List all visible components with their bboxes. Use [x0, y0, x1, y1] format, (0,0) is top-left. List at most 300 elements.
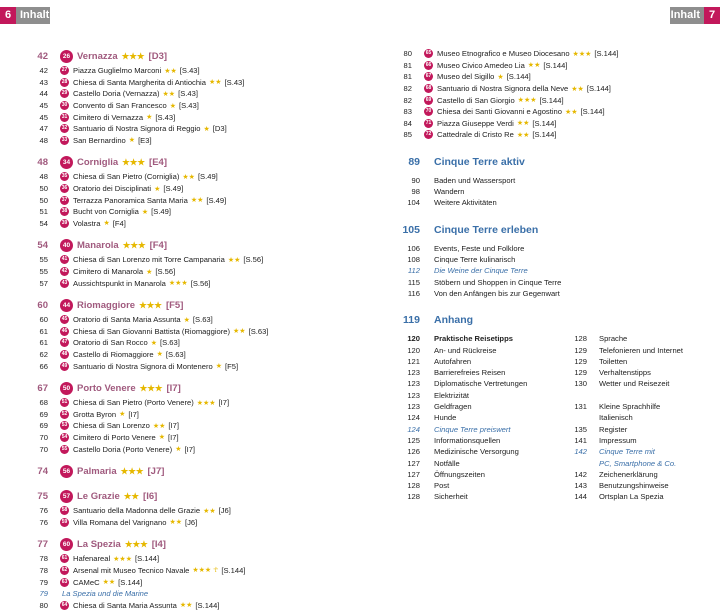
star-rating: ★	[158, 434, 166, 442]
toc-entry[interactable]	[392, 83, 707, 95]
entry-name: Chiesa dei Santi Giovanni e Agostino	[437, 107, 562, 117]
chapters	[392, 153, 707, 299]
map-reference: [J7]	[147, 465, 165, 477]
map-reference: [S.43]	[155, 112, 176, 122]
header-title-right: Inhalt	[670, 9, 700, 21]
toc-entry[interactable]	[392, 424, 567, 435]
toc-entry[interactable]	[567, 469, 707, 480]
toc-entry[interactable]	[567, 378, 707, 389]
entry-name: Italienisch	[599, 413, 633, 423]
entry-name: Von den Anfängen bis zur Gegenwart	[434, 288, 560, 298]
entry-page: 61	[39, 326, 48, 336]
star-rating: ★★	[527, 62, 541, 70]
entry-page: 81	[403, 72, 412, 82]
star-rating: ★★	[203, 507, 216, 515]
star-rating: ★★	[571, 85, 584, 93]
chapter-heading[interactable]	[392, 311, 707, 329]
toc-entry[interactable]	[567, 491, 707, 502]
entry-page: 120	[407, 345, 420, 355]
toc-entry[interactable]	[28, 88, 358, 100]
map-reference: [S.43]	[179, 101, 199, 111]
toc-entry[interactable]	[392, 186, 707, 197]
entry-page: 106	[407, 243, 420, 253]
entry-name: Santuario della Madonna delle Grazie	[73, 506, 201, 516]
entry-name: Piazza Giuseppe Verdi	[437, 118, 514, 128]
toc-entry[interactable]	[28, 266, 358, 278]
toc-entry[interactable]	[28, 505, 358, 517]
entry-page: 128	[407, 481, 420, 491]
entry-page: 123	[407, 368, 420, 378]
entry-page: 123	[407, 390, 420, 400]
sight-number-badge: 54	[61, 433, 68, 440]
entry-name: Zeichenerklärung	[599, 469, 658, 479]
toc-entry[interactable]	[392, 401, 567, 412]
entry-name: Chiesa di San Pietro (Porto Venere)	[73, 398, 194, 408]
sight-number-badge: 28	[61, 78, 68, 85]
entry-page: 116	[407, 288, 420, 298]
toc-entry[interactable]	[567, 480, 707, 491]
toc-entry[interactable]	[28, 397, 358, 409]
map-reference: [I7]	[168, 421, 179, 431]
entry-name: Hafenareal	[73, 554, 111, 564]
entry-page: 45	[39, 101, 48, 111]
map-reference: [F4]	[149, 240, 168, 252]
toc-entry[interactable]	[392, 118, 707, 130]
toc-entry[interactable]	[567, 424, 707, 435]
chapter-page: 89	[408, 155, 420, 168]
sight-number-badge: 39	[61, 219, 68, 226]
map-reference: [E4]	[149, 157, 167, 169]
sight-number-badge: 30	[61, 102, 68, 109]
entry-name: PC, Smartphone & Co.	[599, 458, 677, 468]
map-reference: [I7]	[166, 382, 181, 394]
star-rating: ★	[156, 351, 163, 359]
entry-page: 135	[574, 424, 587, 434]
entry-name: Medizinische Versorgung	[434, 447, 519, 457]
toc-entry[interactable]	[567, 344, 707, 355]
sight-number-badge: 69	[425, 96, 432, 103]
entry-name: Informationsquellen	[434, 435, 501, 445]
section-heading[interactable]	[28, 154, 358, 171]
entry-name: San Bernardino	[73, 135, 126, 145]
entry-page: 82	[403, 95, 412, 105]
entry-name: Öffnungszeiten	[434, 469, 485, 479]
toc-entry[interactable]	[28, 443, 358, 455]
toc-entry[interactable]	[392, 277, 707, 288]
toc-entry[interactable]	[392, 129, 707, 141]
star-rating: ★★★	[120, 465, 144, 476]
entry-name: Cattedrale di Cristo Re	[437, 130, 514, 140]
entry-name: Vernazza	[77, 51, 118, 62]
toc-entry[interactable]	[392, 60, 707, 72]
toc-entry[interactable]	[28, 576, 358, 588]
toc-entry[interactable]	[392, 457, 567, 468]
toc-entry[interactable]	[567, 435, 707, 446]
sight-number-badge: 45	[61, 316, 68, 323]
toc-entry[interactable]	[28, 123, 358, 135]
entry-page: 54	[37, 240, 48, 252]
entry-page: 98	[411, 187, 420, 197]
map-reference: [S.63]	[248, 326, 269, 336]
toc-entry[interactable]	[28, 314, 358, 326]
anhang-column-1	[392, 333, 567, 502]
toc-entry[interactable]	[392, 94, 707, 106]
toc-entry[interactable]	[28, 420, 358, 432]
entry-name: Sprache	[599, 334, 628, 344]
entry-name: Die Weine der Cinque Terre	[434, 266, 528, 276]
star-rating: ★	[119, 411, 126, 419]
anhang-columns	[392, 333, 707, 502]
entry-page: 69	[39, 409, 48, 419]
toc-entry[interactable]	[28, 218, 358, 230]
chapter-title: Cinque Terre aktiv	[434, 155, 525, 168]
entry-name: Toiletten	[599, 356, 628, 366]
entry-page: 129	[574, 356, 587, 366]
entry-name: Post	[434, 481, 450, 491]
toc-entry[interactable]	[392, 435, 567, 446]
entry-name: Wandern	[434, 187, 465, 197]
entry-page: 48	[39, 135, 48, 145]
entry-page: 76	[39, 506, 48, 516]
entry-page: 131	[574, 402, 587, 412]
toc-entry[interactable]	[28, 100, 358, 112]
toc-entry[interactable]	[392, 367, 567, 378]
star-rating: ★★★	[122, 157, 146, 168]
page-number-left: 6	[0, 7, 16, 24]
entry-page: 83	[403, 107, 412, 117]
entry-name: Verhaltenstipps	[599, 368, 651, 378]
toc-entry[interactable]	[567, 446, 707, 457]
toc-entry[interactable]	[28, 553, 358, 565]
entry-name: Castello Doria (Vernazza)	[73, 89, 160, 99]
entry-page: 104	[407, 198, 420, 208]
toc-entry[interactable]	[28, 277, 358, 289]
header-left	[0, 7, 50, 24]
toc-entry[interactable]	[28, 135, 358, 147]
entry-page: 45	[39, 112, 48, 122]
entry-page: 142	[574, 447, 587, 457]
section-heading[interactable]	[28, 237, 358, 254]
sight-number-badge: 36	[61, 185, 68, 192]
star-rating: ★★	[564, 108, 578, 116]
star-rating: ★★	[123, 490, 140, 501]
toc-entry[interactable]	[28, 254, 358, 266]
star-rating: ★★★	[139, 299, 162, 310]
entry-name: Impressum	[599, 435, 637, 445]
star-rating: ★	[497, 73, 504, 81]
entry-page: 128	[574, 334, 587, 344]
entry-name: Notfälle	[434, 458, 460, 468]
sight-number-badge: 56	[60, 465, 73, 478]
toc-entry[interactable]	[28, 360, 358, 372]
sight-number-badge: 57	[60, 490, 73, 503]
entry-name: Oratorio di San Rocco	[73, 338, 148, 348]
toc-entry[interactable]	[28, 183, 358, 195]
map-reference: [S.56]	[190, 278, 211, 288]
entry-page: 75	[37, 490, 48, 502]
chapter-heading[interactable]	[392, 153, 707, 171]
section-heading[interactable]	[28, 297, 358, 314]
toc-entry[interactable]	[567, 401, 707, 412]
map-reference: [D3]	[212, 124, 227, 134]
star-rating: ★	[128, 137, 136, 145]
toc-entry[interactable]	[28, 432, 358, 444]
map-reference: [F4]	[112, 218, 126, 228]
map-reference: [S.56]	[155, 267, 176, 277]
sight-number-badge: 59	[61, 518, 68, 525]
entry-page: 90	[411, 175, 420, 185]
toc-entry[interactable]	[567, 333, 707, 344]
toc-entry[interactable]	[567, 356, 707, 367]
entry-page: 129	[574, 345, 587, 355]
map-reference: [I7]	[184, 444, 196, 454]
toc-entry[interactable]	[567, 390, 707, 401]
map-reference: [S.144]	[594, 49, 619, 59]
toc-entry[interactable]	[567, 412, 707, 423]
toc-entry[interactable]	[28, 194, 358, 206]
toc-entry[interactable]	[392, 356, 567, 367]
entry-page: 82	[403, 84, 412, 94]
chapter-heading[interactable]	[392, 221, 707, 239]
toc-entry[interactable]	[28, 326, 358, 338]
toc-entry[interactable]	[28, 171, 358, 183]
sight-number-badge: 66	[425, 61, 432, 68]
entry-name: Museo del Sigillo	[437, 72, 495, 82]
right-column-toc	[392, 48, 707, 503]
map-reference: [I7]	[168, 432, 179, 442]
star-rating: ★★	[208, 79, 222, 87]
toc-entry[interactable]	[392, 197, 707, 208]
star-rating: ★	[103, 220, 110, 228]
map-reference: [S.43]	[224, 77, 245, 87]
map-reference: [S.144]	[580, 107, 605, 117]
entry-page: 80	[39, 600, 48, 610]
entry-name: Convento di San Francesco	[73, 101, 167, 111]
star-rating: ★	[175, 446, 182, 454]
sight-number-badge: 40	[60, 239, 73, 252]
entry-name: La Spezia und die Marine	[62, 589, 149, 599]
star-rating: ★	[154, 185, 161, 193]
entry-page: 127	[407, 469, 420, 479]
entry-page: 55	[39, 255, 48, 265]
entry-page: 128	[407, 492, 420, 502]
toc-entry[interactable]	[392, 344, 567, 355]
entry-name: Events, Feste und Folklore	[434, 243, 525, 253]
entry-page: 62	[39, 349, 48, 359]
star-rating: ★	[146, 268, 153, 276]
sight-number-badge: 44	[60, 299, 73, 312]
entry-name: CAMeC	[73, 577, 100, 587]
toc-entry[interactable]	[28, 516, 358, 528]
star-rating: ★★	[179, 602, 193, 610]
toc-entry[interactable]	[28, 349, 358, 361]
entry-page: 76	[39, 517, 48, 527]
entry-page: 74	[37, 465, 48, 477]
map-reference: [S.144]	[118, 577, 143, 587]
map-reference: [S.43]	[178, 89, 198, 99]
entry-name: Porto Venere	[77, 382, 136, 394]
toc-entry[interactable]	[392, 333, 567, 344]
map-reference: [S.63]	[160, 338, 180, 348]
toc-entry[interactable]	[392, 378, 567, 389]
map-reference: [S.144]	[539, 95, 564, 105]
star-rating: ★★★	[139, 382, 163, 393]
sight-number-badge: 47	[61, 339, 68, 346]
map-reference: [J6]	[185, 517, 198, 527]
toc-entry[interactable]	[28, 588, 358, 600]
entry-page: 121	[407, 356, 420, 366]
entry-name: Volastra	[73, 218, 101, 228]
toc-entry[interactable]	[392, 491, 567, 502]
chapter-title: Cinque Terre erleben	[434, 223, 539, 236]
map-reference: [S.56]	[243, 255, 264, 265]
sight-number-badge: 41	[61, 256, 68, 263]
chapter-page: 119	[403, 314, 420, 327]
toc-entry[interactable]	[392, 254, 707, 265]
entry-page: 141	[574, 435, 587, 445]
entry-page: 79	[39, 589, 48, 599]
entry-page: 142	[574, 469, 587, 479]
toc-entry[interactable]	[28, 77, 358, 89]
entry-page: 81	[403, 60, 412, 70]
star-rating: ★★	[169, 519, 182, 527]
left-column-toc	[28, 48, 358, 611]
entry-name: Castello Doria (Porto Venere)	[73, 444, 173, 454]
entry-name: Chiesa di Santa Maria Assunta	[73, 600, 177, 610]
entry-name: Baden und Wassersport	[434, 175, 516, 185]
section-heading[interactable]	[28, 380, 358, 397]
star-rating: ★★★	[517, 97, 537, 105]
sight-number-badge: 33	[61, 136, 68, 143]
toc-entry[interactable]	[392, 480, 567, 491]
sight-number-badge: 29	[61, 90, 68, 97]
sight-number-badge: 37	[61, 196, 68, 203]
sight-number-badge: 38	[61, 208, 68, 215]
sight-number-badge: 48	[61, 350, 68, 357]
entry-name: Diplomatische Vertretungen	[434, 379, 528, 389]
map-reference: [D3]	[148, 51, 168, 62]
entry-page: 80	[403, 49, 412, 59]
star-rating: ★★★	[121, 51, 145, 61]
toc-entry[interactable]	[28, 111, 358, 123]
toc-entry[interactable]	[392, 106, 707, 118]
star-rating: ★	[141, 208, 149, 216]
toc-entry[interactable]	[392, 71, 707, 83]
map-reference: [S.63]	[192, 315, 213, 325]
entry-name: Villa Romana del Varignano	[73, 517, 167, 527]
sight-number-badge: 61	[61, 555, 68, 562]
entry-name: Elektrizität	[434, 390, 470, 400]
entry-page: 112	[407, 266, 420, 276]
star-rating: ★	[183, 316, 190, 324]
toc-entry[interactable]	[567, 367, 707, 378]
anhang-column-2	[567, 333, 707, 502]
section-heading[interactable]	[28, 536, 358, 553]
chapter-page: 105	[402, 223, 420, 236]
entry-page: 44	[39, 89, 48, 99]
sight-number-badge: 63	[61, 578, 68, 585]
entry-page: 55	[39, 267, 48, 277]
sight-number-badge: 52	[61, 410, 68, 417]
map-reference: [S.144]	[532, 130, 557, 140]
sight-number-badge: 46	[61, 327, 68, 334]
entry-page: 84	[403, 118, 412, 128]
entry-name: Riomaggiore	[77, 299, 136, 311]
toc-entry[interactable]	[28, 599, 358, 611]
entry-page: 125	[407, 435, 420, 445]
sight-number-badge: 53	[61, 422, 68, 429]
toc-entry[interactable]	[28, 408, 358, 420]
entry-name: Register	[599, 424, 628, 434]
entry-page: 79	[39, 577, 48, 587]
sight-number-badge: 31	[61, 113, 68, 120]
entry-page: 66	[39, 361, 48, 371]
toc-entry[interactable]	[392, 175, 707, 186]
entry-page: 54	[39, 218, 48, 228]
toc-entry[interactable]	[392, 243, 707, 254]
entry-name: Wetter und Reisezeit	[599, 379, 670, 389]
star-rating: ★★★ ☥	[192, 567, 219, 575]
map-reference: [S.63]	[165, 349, 186, 359]
toc-entry[interactable]	[567, 457, 707, 468]
sight-number-badge: 65	[425, 50, 432, 57]
star-rating: ★	[150, 339, 157, 347]
section-heading[interactable]	[28, 48, 358, 65]
toc-entry[interactable]	[28, 337, 358, 349]
section-heading[interactable]	[28, 463, 358, 480]
entry-page: 85	[403, 130, 412, 140]
toc-entry[interactable]	[392, 446, 567, 457]
header-title-left: Inhalt	[20, 9, 50, 21]
toc-entry[interactable]	[28, 206, 358, 218]
entry-name: Arsenal mit Museo Tecnico Navale	[73, 565, 190, 575]
right-top-items	[392, 48, 707, 141]
entry-name: Stöbern und Shoppen in Cinque Terre	[434, 277, 562, 287]
star-rating: ★★	[516, 131, 530, 139]
entry-page: 127	[407, 458, 420, 468]
sight-number-badge: 50	[60, 382, 73, 395]
toc-entry[interactable]	[392, 412, 567, 423]
entry-page: 115	[407, 277, 420, 287]
entry-name: Santuario di Nostra Signora di Reggio	[73, 124, 201, 134]
entry-name: Castello di San Giorgio	[437, 95, 515, 105]
entry-name: Chiesa di Santa Margherita di Antiochia	[73, 77, 206, 87]
entry-name: Bucht von Corniglia	[73, 207, 139, 217]
star-rating: ★★	[227, 256, 241, 264]
entry-name: Weitere Aktivitäten	[434, 198, 497, 208]
header-right	[670, 7, 720, 24]
entry-name: Cimitero di Porto Venere	[73, 432, 156, 442]
map-reference: [S.144]	[543, 60, 568, 70]
toc-entry[interactable]	[392, 288, 707, 299]
toc-entry[interactable]	[392, 48, 707, 60]
star-rating: ★★★	[122, 240, 146, 251]
map-reference: [S.144]	[506, 72, 531, 82]
section-heading[interactable]	[28, 488, 358, 505]
toc-entry[interactable]	[28, 65, 358, 77]
entry-name: Autofahren	[434, 356, 472, 366]
sight-number-badge: 49	[61, 362, 68, 369]
toc-entry[interactable]	[28, 565, 358, 577]
sight-number-badge: 43	[61, 279, 68, 286]
sight-number-badge: 72	[425, 131, 432, 138]
toc-entry[interactable]	[392, 390, 567, 401]
entry-name: Cimitero di Manarola	[73, 267, 144, 277]
toc-entry[interactable]	[392, 469, 567, 480]
star-rating: ★★★	[113, 555, 132, 563]
toc-entry[interactable]	[392, 265, 707, 276]
entry-page: 47	[39, 124, 48, 134]
